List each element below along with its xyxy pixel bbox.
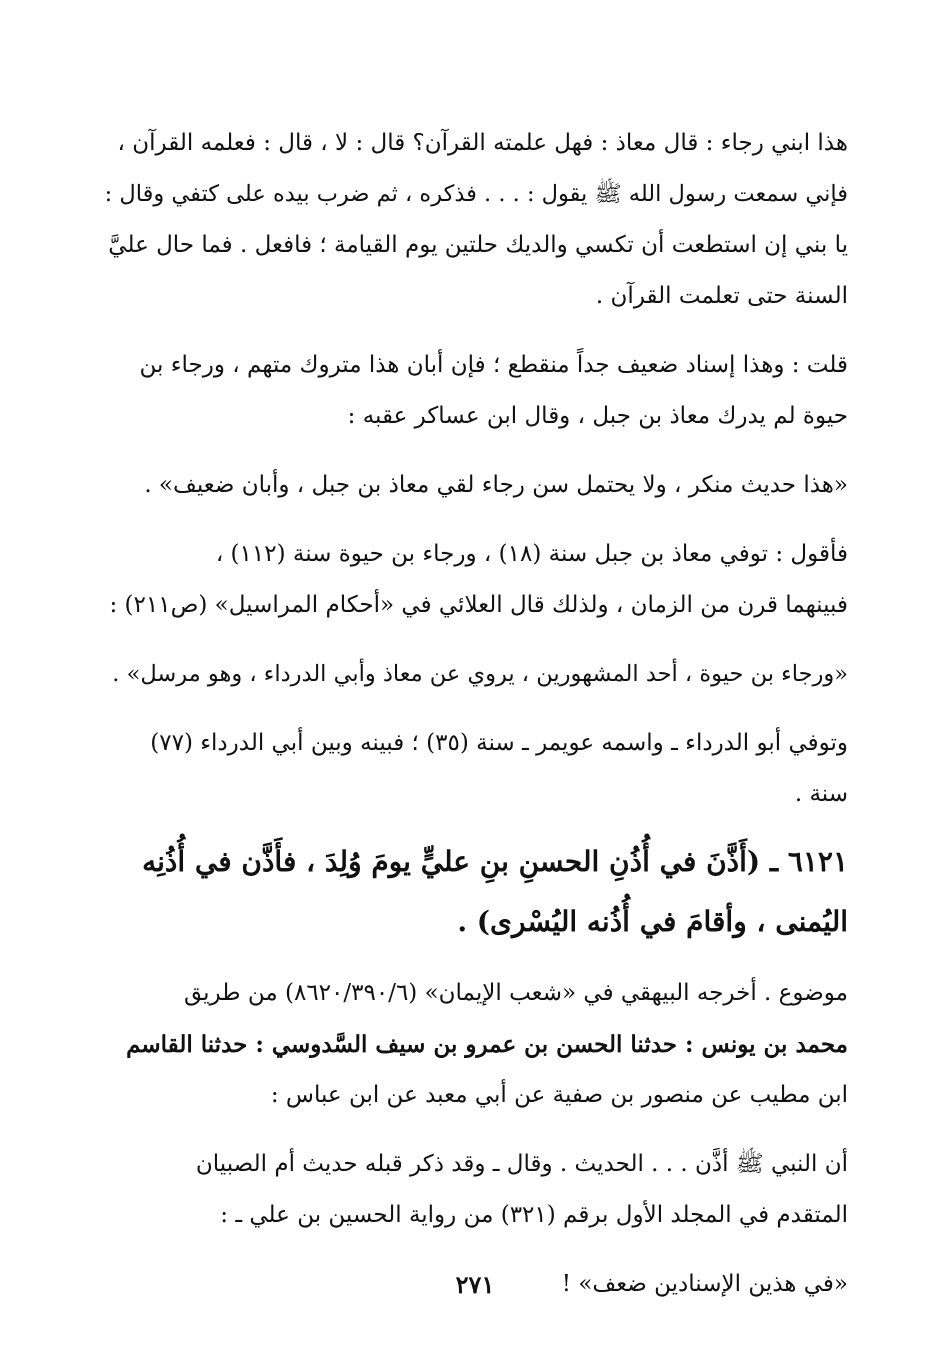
text-line: فإني سمعت رسول الله ﷺ يقول : . . . فذكره ، ثم ضرب بيده على كتفي وقال :: [104, 181, 848, 207]
text-line: يا بني إن استطعت أن تكسي والديك حلتين يوم القيامة ؛ فافعل . فما حال عليَّ: [108, 232, 848, 258]
paragraph-1: [100, 118, 848, 322]
text-line: المتقدم في المجلد الأول برقم (٣٢١) من رواية الحسين بن علي ـ :: [220, 1202, 848, 1228]
text-line: حيوة لم يدرك معاذ بن جبل ، وقال ابن عساكر عقبه :: [347, 403, 848, 429]
paragraph-8: [100, 1139, 848, 1241]
hadith-line: اليُمنى ، وأقامَ في أُذُنه اليُسْرى) .: [457, 905, 848, 938]
text-line: ابن مطيب عن منصور بن صفية عن أبي معبد عن ابن عباس :: [270, 1082, 848, 1108]
page-number: ٢٧١: [455, 1270, 495, 1299]
text-line: وتوفي أبو الدرداء ـ واسمه عويمر ـ سنة (٣٥) ؛ فبينه وبين أبي الدرداء (٧٧): [150, 730, 848, 756]
paragraph-3-quote: [100, 460, 848, 511]
page-body: [100, 118, 848, 1310]
paragraph-5-quote: [100, 649, 848, 700]
text-line: فبينهما قرن من الزمان ، ولذلك قال العلائي في «أحكام المراسيل» (ص٢١١) :: [109, 592, 848, 618]
text-line: فأقول : توفي معاذ بن جبل سنة (١٨) ، ورجاء بن حيوة سنة (١١٢) ،: [215, 541, 848, 567]
text-line: محمد بن يونس : حدثنا الحسن بن عمرو بن سيف السَّدوسي : حدثنا القاسم: [126, 1031, 848, 1058]
text-line: هذا ابني رجاء : قال معاذ : فهل علمته القرآن؟ قال : لا ، قال : فعلمه القرآن ،: [117, 130, 848, 156]
text-line: أن النبي ﷺ أذَّن . . . الحديث . وقال ـ وقد ذكر قبله حديث أم الصبيان: [195, 1151, 848, 1177]
text-line: «ورجاء بن حيوة ، أحد المشهورين ، يروي عن معاذ وأبي الدرداء ، وهو مرسل» .: [112, 661, 848, 687]
text-line: السنة حتى تعلمت القرآن .: [595, 283, 848, 309]
text-line: موضوع . أخرجه البيهقي في «شعب الإيمان» (٨٦٢٠/٣٩٠/٦) من طريق: [183, 980, 848, 1006]
text-line: سنة .: [794, 781, 848, 807]
text-line: «في هذين الإسنادين ضعف» !: [561, 1271, 848, 1297]
hadith-heading: [100, 832, 848, 952]
paragraph-4: [100, 529, 848, 631]
paragraph-7: [100, 968, 848, 1121]
hadith-line: ٦١٢١ ـ (أَذَّنَ في أُذُنِ الحسنِ بنِ عليٍّ يومَ وُلِدَ ، فأَذَّن في أُذُنِه: [142, 845, 848, 878]
text-line: قلت : وهذا إسناد ضعيف جداً منقطع ؛ فإن أبان هذا متروك متهم ، ورجاء بن: [139, 352, 848, 378]
paragraph-6: [100, 718, 848, 820]
paragraph-2: [100, 340, 848, 442]
text-line: «هذا حديث منكر ، ولا يحتمل سن رجاء لقي معاذ بن جبل ، وأبان ضعيف» .: [144, 472, 848, 498]
